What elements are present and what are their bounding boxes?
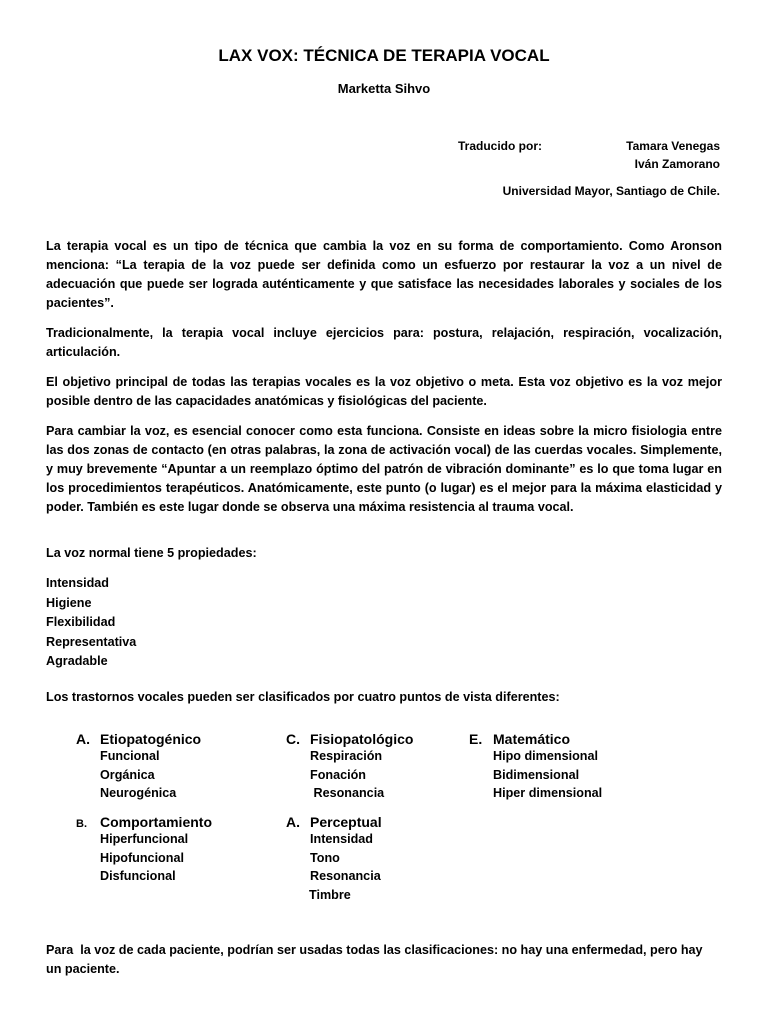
closing-paragraph: Para la voz de cada paciente, podrían ser usadas todas las clasificaciones: no hay una enfermedad, pero hay un paciente.: [46, 943, 707, 976]
classification-heading: E. Matemático: [469, 731, 571, 747]
document-title: LAX VOX: TÉCNICA DE TERAPIA VOCAL: [218, 46, 550, 65]
list-item: Orgánica: [100, 767, 155, 782]
list-item: Hiper dimensional: [493, 786, 603, 800]
list-item: Representativa: [46, 634, 137, 649]
classification-heading: B. Comportamiento: [76, 814, 212, 830]
list-item: Resonancia: [310, 869, 381, 883]
list-item: Hipofuncional: [100, 850, 184, 865]
classification-perceptual: [286, 814, 382, 904]
list-item: Hipo dimensional: [493, 749, 598, 763]
document-author: Marketta Sihvo: [337, 81, 431, 96]
list-item: Flexibilidad: [46, 615, 116, 629]
properties-intro: La voz normal tiene 5 propiedades:: [46, 546, 257, 560]
institution: Universidad Mayor, Santiago de Chile.: [502, 184, 720, 198]
paragraph: Para cambiar la voz, es esencial conocer como esta funciona. Consiste en ideas sobre la micro fisiologia entre las dos zonas de contacto (en otras palabras, la zona de activación vocal) de las cuerdas vocales. Simplemente, y muy brevemente “Apuntar a un reemplazo óptimo del patrón de vibración dominante” es lo que toma lugar en los procedimientos terapéuticos. Anatómicamente, este punto (o lugar) es el mejor para la máxima elasticidad y poder. También es este lugar donde se observa una máxima resistencia al trauma vocal.: [46, 424, 722, 514]
classification-etiopatogenico: [76, 731, 201, 803]
list-item: Intensidad: [310, 832, 373, 846]
classification-comportamiento: [76, 814, 212, 886]
list-item: Intensidad: [46, 576, 109, 590]
list-item: Higiene: [46, 595, 92, 610]
list-item: Disfuncional: [100, 869, 176, 883]
list-item: Timbre: [309, 887, 351, 902]
classification-heading: C. Fisiopatológico: [286, 731, 414, 747]
list-item: Respiración: [310, 749, 383, 763]
translated-by-label: Traducido por:: [458, 139, 542, 153]
translator-name: Tamara Venegas: [626, 139, 720, 153]
paragraph: Tradicionalmente, la terapia vocal incluye ejercicios para: postura, relajación, respiración, vocalización, articulación.: [46, 326, 722, 359]
properties-list: [46, 574, 136, 672]
list-item: Resonancia: [310, 786, 385, 800]
list-item: Neurogénica: [100, 786, 177, 800]
classification-matematico: [469, 731, 602, 803]
classification-heading: A. Perceptual: [286, 814, 382, 830]
paragraph: La terapia vocal es un tipo de técnica que cambia la voz en su forma de comportamiento. Como Aronson menciona: “La terapia de la voz puede ser definida como un esfuerzo por restaurar la voz a un nivel de adecuación que puede ser lograda auténticamente y que satisface las necesidades laborales y sociales de los pacientes”.: [46, 239, 722, 310]
list-item: Tono: [310, 850, 340, 865]
classification-heading: A. Etiopatogénico: [76, 731, 202, 747]
translator-name: Iván Zamorano: [634, 157, 720, 171]
classification-fisiopatologico: [286, 731, 413, 803]
paragraph: El objetivo principal de todas las terapias vocales es la voz objetivo o meta. Esta voz objetivo es la voz mejor posible dentro de las capacidades anatómicas y fisiológicas del paciente.: [46, 375, 722, 408]
classification-intro: Los trastornos vocales pueden ser clasificados por cuatro puntos de vista diferentes:: [46, 690, 560, 704]
list-item: Funcional: [100, 749, 160, 763]
list-item: Hiperfuncional: [100, 832, 189, 846]
list-item: Agradable: [46, 654, 108, 668]
list-item: Fonación: [310, 767, 366, 782]
list-item: Bidimensional: [493, 767, 580, 782]
